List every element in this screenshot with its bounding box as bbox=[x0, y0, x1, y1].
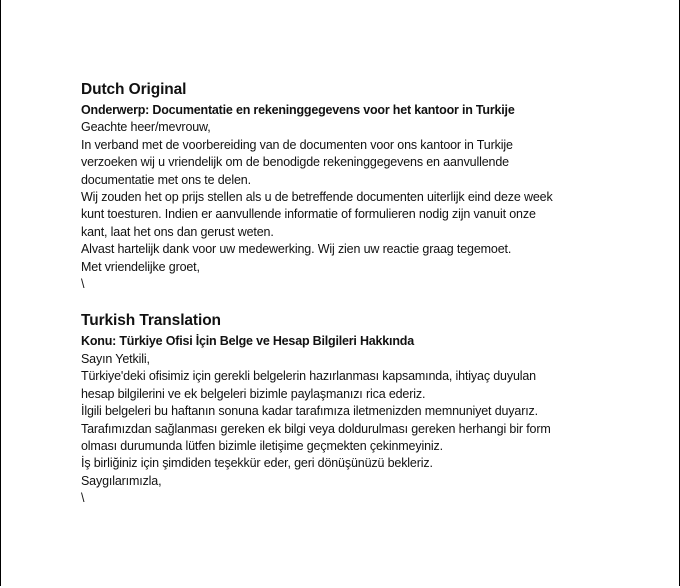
turkish-line: Sayın Yetkili, bbox=[81, 351, 150, 366]
turkish-line: olması durumunda lütfen bizimle iletişime geçmekten çekinmeyiniz. bbox=[81, 438, 443, 453]
turkish-subject: Konu: Türkiye Ofisi İçin Belge ve Hesap Bilgileri Hakkında bbox=[81, 334, 414, 349]
turkish-line: İş birliğiniz için şimdiden teşekkür eder, geri dönüşünüzü bekleriz. bbox=[81, 456, 433, 471]
dutch-line: In verband met de voorbereiding van de documenten voor ons kantoor in Turkije bbox=[81, 137, 513, 152]
turkish-section bbox=[81, 311, 641, 507]
dutch-heading: Dutch Original bbox=[81, 81, 187, 98]
dutch-line: kunt toesturen. Indien er aanvullende informatie of formulieren nodig zijn vanuit onze bbox=[81, 207, 536, 222]
dutch-subject: Onderwerp: Documentatie en rekeninggegevens voor het kantoor in Turkije bbox=[81, 103, 515, 117]
turkish-heading: Turkish Translation bbox=[81, 312, 221, 330]
turkish-line: Saygılarımızla, bbox=[81, 473, 162, 488]
dutch-section bbox=[81, 80, 641, 293]
dutch-line: Wij zouden het op prijs stellen als u de betreffende documenten uiterlijk eind deze week bbox=[81, 190, 553, 205]
dutch-line: Alvast hartelijk dank voor uw medewerking. Wij zien uw reactie graag tegemoet. bbox=[81, 242, 512, 257]
turkish-line: hesap bilgilerini ve ek belgeleri bizimle paylaşmanızı rica ederiz. bbox=[81, 386, 426, 401]
section-spacer bbox=[81, 293, 641, 311]
dutch-line: Met vriendelijke groet, bbox=[81, 259, 200, 274]
turkish-line: \ bbox=[81, 491, 85, 506]
dutch-line: kant, laat het ons dan gerust weten. bbox=[81, 224, 274, 239]
turkish-line: İlgili belgeleri bu haftanın sonuna kadar tarafımıza iletmenizden memnuniyet duyarız. bbox=[81, 404, 538, 419]
dutch-line: documentatie met ons te delen. bbox=[81, 172, 251, 187]
dutch-line: Geachte heer/mevrouw, bbox=[81, 120, 211, 135]
turkish-line: Tarafımızdan sağlanması gereken ek bilgi veya doldurulması gereken herhangi bir form bbox=[81, 421, 551, 436]
turkish-line: Türkiye'deki ofisimiz için gerekli belgelerin hazırlanması kapsamında, ihtiyaç duyulan bbox=[81, 369, 536, 384]
dutch-line: verzoeken wij u vriendelijk om de benodigde rekeninggegevens en aanvullende bbox=[81, 155, 509, 170]
document-content bbox=[81, 80, 641, 508]
dutch-line: \ bbox=[81, 277, 85, 292]
